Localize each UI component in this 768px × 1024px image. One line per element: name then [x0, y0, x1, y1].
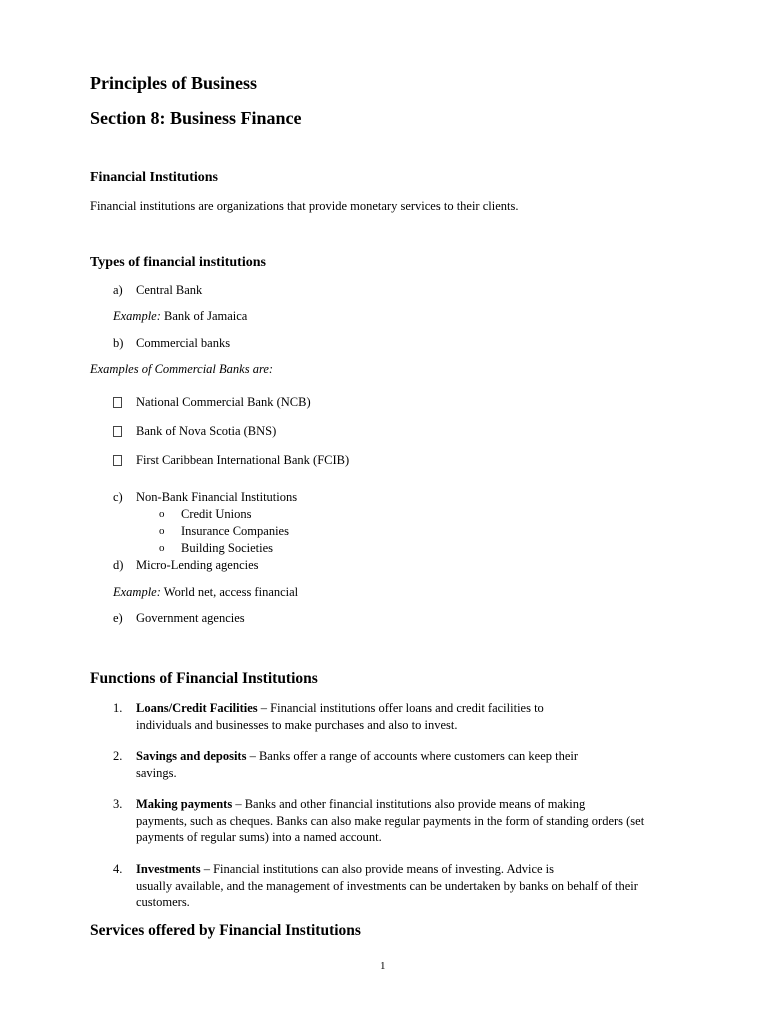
types-heading: Types of financial institutions [90, 255, 266, 270]
list-marker-b: b) [113, 336, 124, 350]
circle-bullet-icon: o [159, 542, 165, 554]
services-heading: Services offered by Financial Institutions [90, 922, 361, 939]
missing-glyph-bullet-icon [113, 397, 122, 408]
function-term: Loans/Credit Facilities [136, 701, 258, 715]
list-marker-c: c) [113, 490, 123, 504]
function-desc: – Banks offer a range of accounts where customers can keep their [246, 749, 579, 763]
example-label: Example: [113, 585, 161, 599]
non-bank-subitem: Insurance Companies [181, 524, 289, 538]
function-term: Making payments [136, 797, 233, 811]
type-central-bank: Central Bank [136, 283, 203, 297]
bank-item: Bank of Nova Scotia (BNS) [136, 424, 277, 438]
fin-inst-heading: Financial Institutions [90, 170, 218, 185]
function-marker: 2. [113, 749, 123, 763]
function-marker: 3. [113, 797, 123, 811]
function-marker: 1. [113, 701, 123, 715]
central-bank-example [113, 309, 247, 324]
example-text: Bank of Jamaica [160, 309, 248, 323]
type-government: Government agencies [136, 611, 245, 625]
function-marker: 4. [113, 862, 123, 876]
functions-heading: Functions of Financial Institutions [90, 670, 318, 687]
example-text: World net, access financial [160, 585, 299, 599]
bank-item: National Commercial Bank (NCB) [136, 395, 311, 409]
function-term: Investments [136, 862, 201, 876]
function-desc-rest: individuals and businesses to make purchases and also to invest. [136, 718, 458, 732]
function-desc: – Financial institutions offer loans and credit facilities to [257, 701, 544, 715]
function-item-investments [136, 862, 554, 877]
list-marker-e: e) [113, 611, 123, 625]
list-marker-a: a) [113, 283, 123, 297]
circle-bullet-icon: o [159, 525, 165, 537]
function-item-loans [136, 701, 544, 716]
circle-bullet-icon: o [159, 508, 165, 520]
commercial-banks-intro: Examples of Commercial Banks are: [90, 362, 274, 376]
function-desc-rest: payments, such as cheques. Banks can also make regular payments in the form of standing orders (set payments of regular sums) into a named account. [136, 814, 645, 844]
document-title: Principles of Business [90, 73, 258, 93]
bank-item: First Caribbean International Bank (FCIB) [136, 453, 350, 467]
type-commercial-banks: Commercial banks [136, 336, 231, 350]
section-title: Section 8: Business Finance [90, 108, 302, 128]
list-marker-d: d) [113, 558, 124, 572]
function-item-savings [136, 749, 578, 764]
example-label: Example: [113, 309, 161, 323]
function-desc: – Financial institutions can also provide means of investing. Advice is [200, 862, 555, 876]
type-micro-lending: Micro-Lending agencies [136, 558, 259, 572]
function-desc-rest: usually available, and the management of investments can be undertaken by banks on behalf of their customers. [136, 879, 638, 909]
function-term: Savings and deposits [136, 749, 247, 763]
type-non-bank: Non-Bank Financial Institutions [136, 490, 298, 504]
missing-glyph-bullet-icon [113, 455, 122, 466]
function-item-payments [136, 797, 585, 812]
non-bank-subitem: Building Societies [181, 541, 274, 555]
missing-glyph-bullet-icon [113, 426, 122, 437]
fin-inst-definition: Financial institutions are organizations that provide monetary services to their clients. [90, 199, 519, 213]
function-desc: – Banks and other financial institutions also provide means of making [232, 797, 586, 811]
page-number: 1 [380, 960, 386, 972]
micro-lending-example [113, 585, 298, 600]
non-bank-subitem: Credit Unions [181, 507, 252, 521]
function-desc-rest: savings. [136, 766, 177, 780]
